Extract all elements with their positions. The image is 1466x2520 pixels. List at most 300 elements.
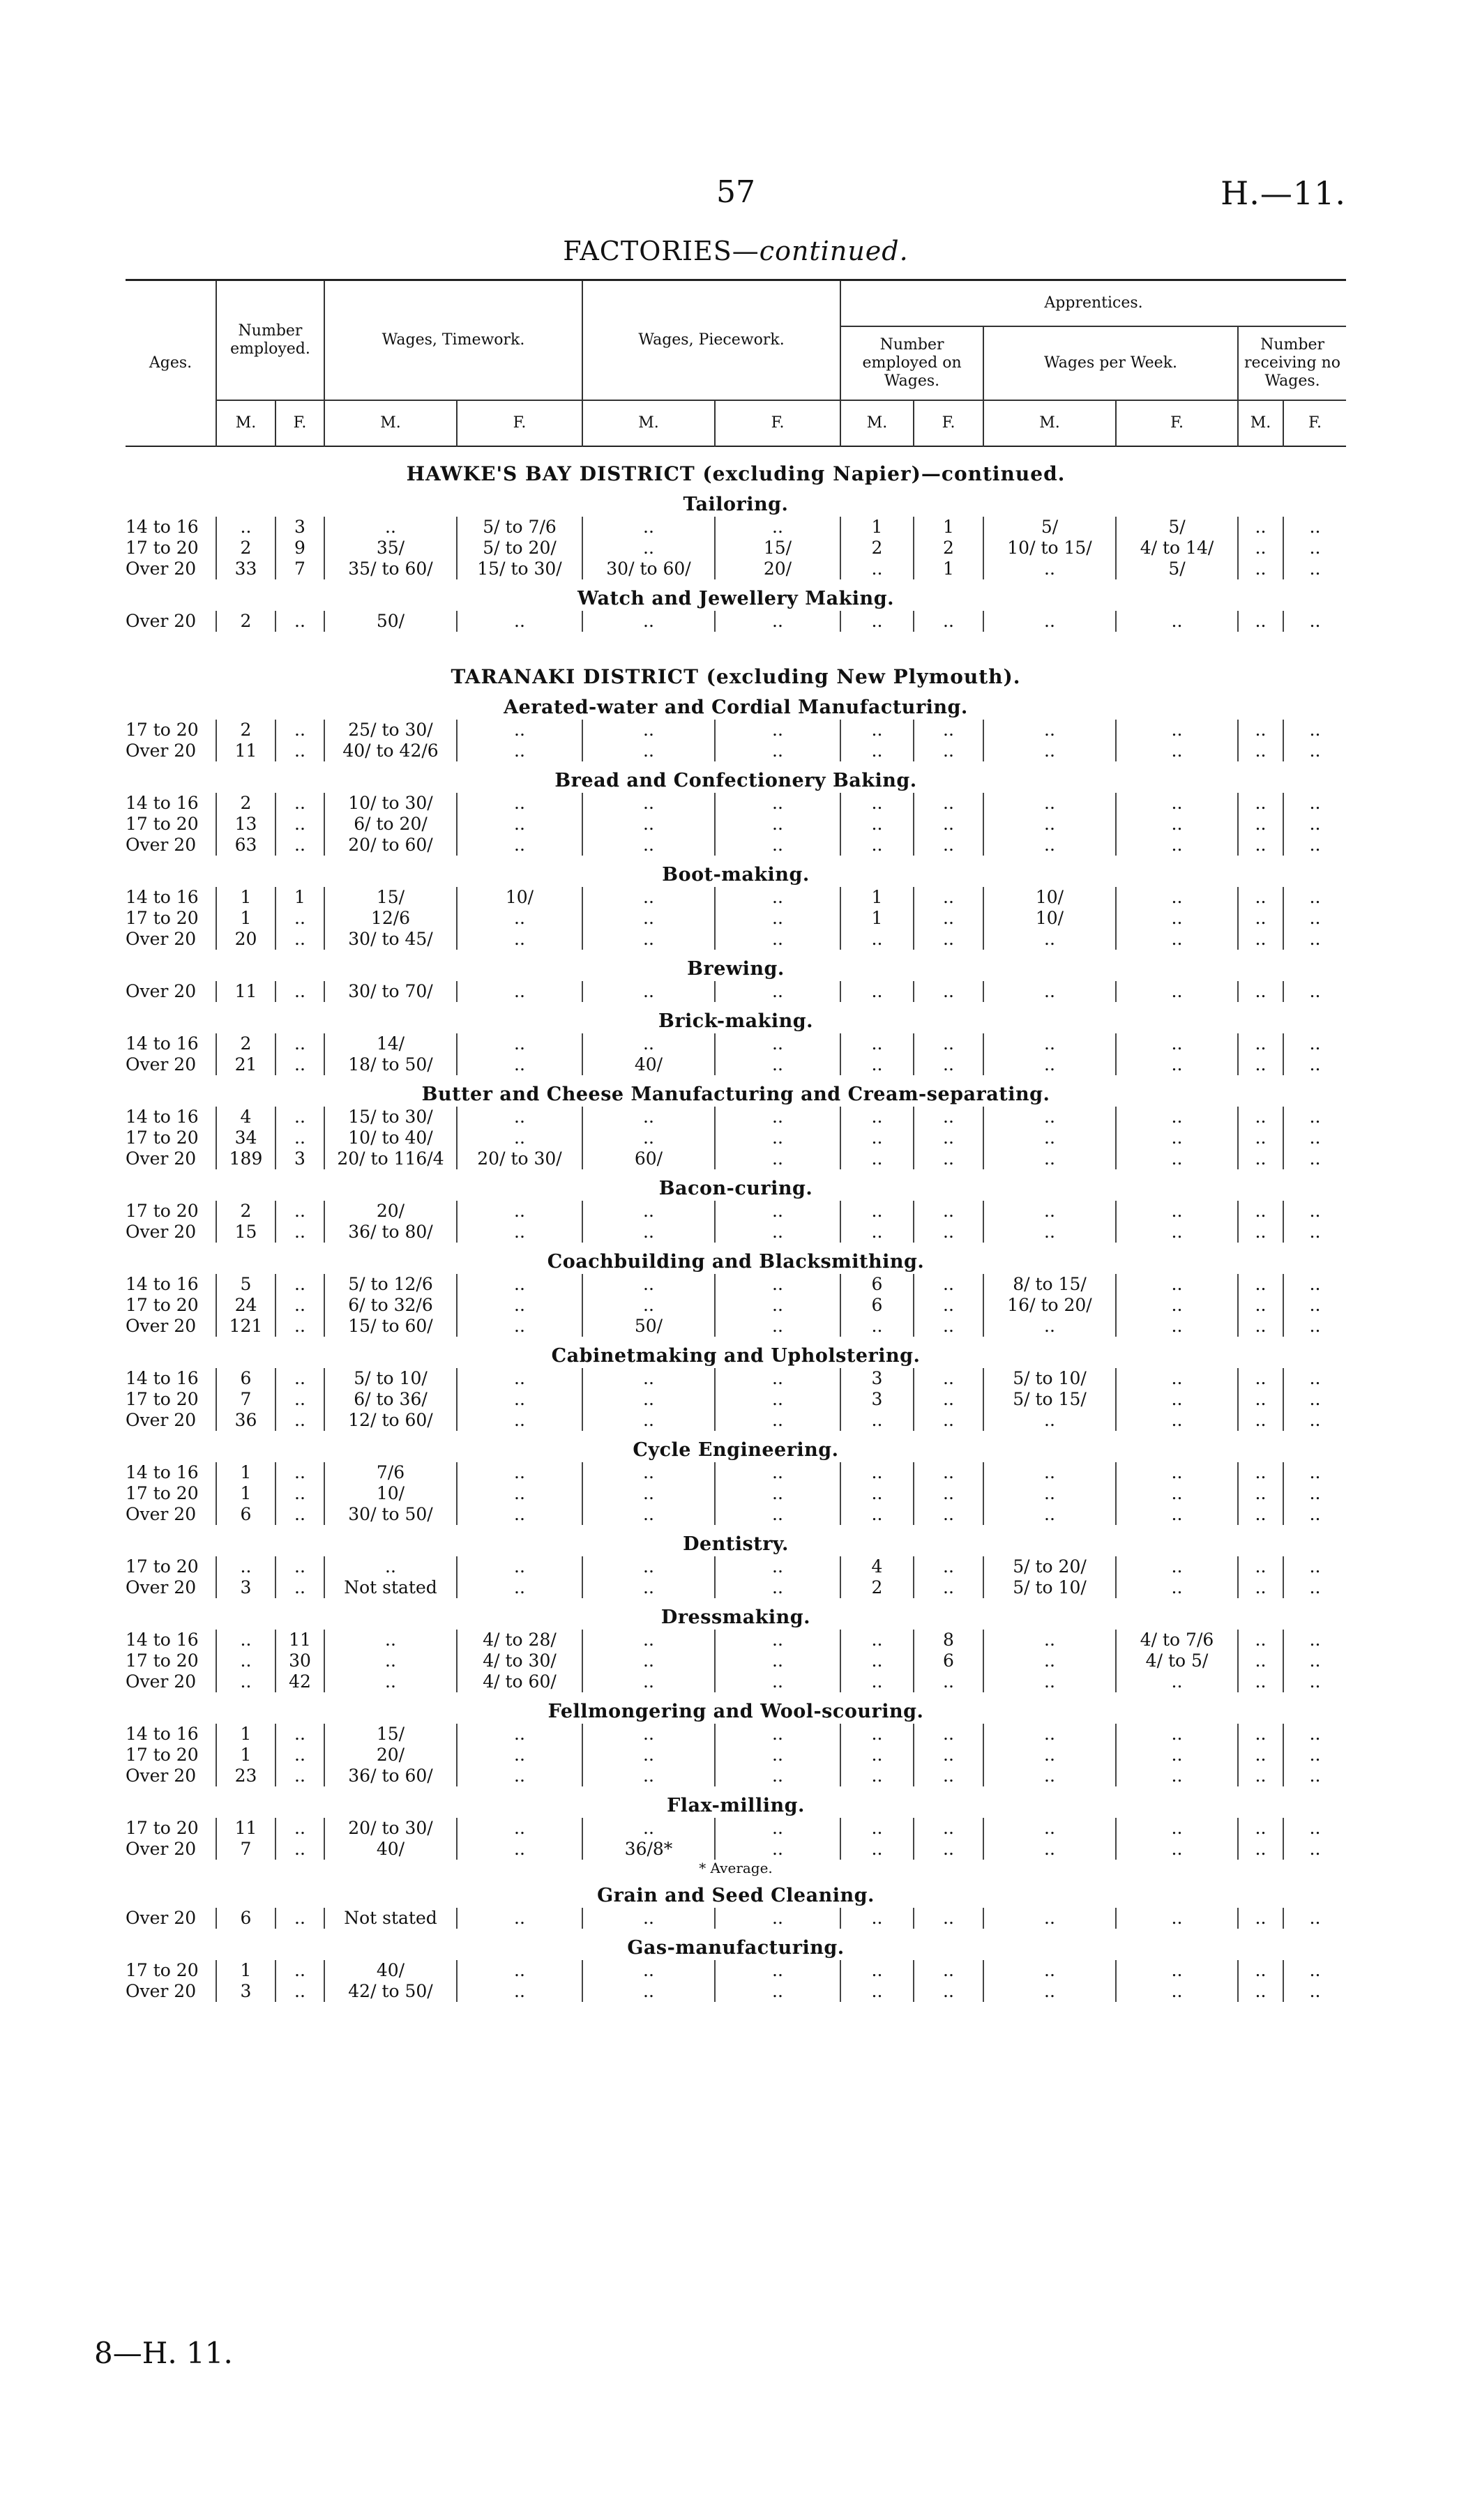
table-cell: .. — [457, 1107, 582, 1128]
table-cell: .. — [1238, 1389, 1283, 1410]
industry-section — [126, 588, 1346, 632]
table-cell: .. — [715, 887, 840, 908]
table-cell: .. — [1283, 720, 1346, 741]
age-cell: Over 20 — [126, 1222, 197, 1242]
table-cell: .. — [914, 887, 983, 908]
age-cell: 17 to 20 — [126, 1295, 199, 1315]
table-cell: .. — [983, 1650, 1116, 1671]
table-cell: .. — [983, 1033, 1116, 1054]
table-cell: .. — [582, 1671, 715, 1692]
table-cell: .. — [1283, 814, 1346, 835]
table-cell: 1 — [840, 887, 914, 908]
industry-title: Butter and Cheese Manufacturing and Cream-separating. — [421, 1084, 1050, 1105]
table-cell: .. — [1116, 1128, 1238, 1148]
table-cell: .. — [840, 741, 914, 761]
table-cell: .. — [840, 1981, 914, 2002]
table-cell: 4/ to 7/6 — [1116, 1630, 1238, 1650]
age-cell: 17 to 20 — [126, 814, 199, 834]
industry-title: Coachbuilding and Blacksmithing. — [547, 1251, 925, 1273]
table-cell: .. — [275, 1295, 324, 1316]
table-cell: 2 — [914, 538, 983, 559]
table-cell: .. — [582, 1504, 715, 1525]
table-cell: 4/ to 14/ — [1116, 538, 1238, 559]
table-cell: .. — [582, 1389, 715, 1410]
table-cell: .. — [715, 720, 840, 741]
page — [126, 174, 1346, 2007]
table-cell: .. — [1238, 1033, 1283, 1054]
table-cell: .. — [840, 1960, 914, 1981]
age-cell: Over 20 — [126, 559, 197, 579]
table-cell: 24 — [216, 1295, 275, 1316]
industry-table — [126, 1462, 1346, 1525]
table-cell: 3 — [840, 1389, 914, 1410]
table-cell: .. — [983, 1054, 1116, 1075]
table-cell: 16/ to 20/ — [983, 1295, 1116, 1316]
table-cell: .. — [275, 1577, 324, 1598]
age-cell: 14 to 16 — [126, 1107, 199, 1127]
header-number-employed: Number employed. — [216, 280, 324, 401]
table-cell: .. — [914, 720, 983, 741]
table-cell: .. — [983, 1462, 1116, 1483]
table-cell: 3 — [275, 517, 324, 538]
table-cell: 30/ to 60/ — [582, 559, 715, 579]
table-cell: .. — [1238, 1201, 1283, 1222]
table-cell: 8/ to 15/ — [983, 1274, 1116, 1295]
age-cell: 14 to 16 — [126, 1724, 199, 1744]
table-cell: .. — [1116, 1316, 1238, 1337]
table-cell: .. — [1238, 1724, 1283, 1745]
table-cell: .. — [1116, 1766, 1238, 1786]
table-cell: .. — [582, 1368, 715, 1389]
table-cell: .. — [1116, 1818, 1238, 1839]
table-cell: .. — [1283, 538, 1346, 559]
table-cell: .. — [275, 1960, 324, 1981]
table-cell: .. — [983, 1504, 1116, 1525]
table-cell: .. — [1283, 1766, 1346, 1786]
table-cell: .. — [457, 1504, 582, 1525]
table-cell: .. — [715, 908, 840, 929]
industry-table — [126, 1724, 1346, 1786]
table-cell: 11 — [216, 1818, 275, 1839]
table-cell: .. — [582, 1960, 715, 1981]
table-cell: .. — [457, 929, 582, 950]
table-cell: .. — [983, 1908, 1116, 1929]
table-cell: .. — [715, 1295, 840, 1316]
table-cell: .. — [914, 1556, 983, 1577]
table-row — [126, 1839, 1346, 1860]
table-cell: 1 — [216, 1960, 275, 1981]
table-cell: .. — [840, 1671, 914, 1692]
table-cell: .. — [1116, 1577, 1238, 1598]
table-row — [126, 1630, 1346, 1650]
table-cell: .. — [1283, 1128, 1346, 1148]
table-cell: .. — [840, 1462, 914, 1483]
table-cell: .. — [983, 1745, 1116, 1766]
age-cell: 14 to 16 — [126, 887, 199, 907]
table-cell: .. — [1116, 814, 1238, 835]
table-cell: 1 — [914, 559, 983, 579]
table-cell: .. — [983, 741, 1116, 761]
industry-table — [126, 887, 1346, 950]
table-cell: .. — [1238, 814, 1283, 835]
table-cell: .. — [840, 1128, 914, 1148]
table-cell: .. — [1238, 1462, 1283, 1483]
table-cell: .. — [1283, 1960, 1346, 1981]
table-cell: .. — [1238, 1577, 1283, 1598]
table-cell: 20/ to 30/ — [324, 1818, 457, 1839]
table-cell: .. — [582, 611, 715, 632]
table-cell: .. — [275, 720, 324, 741]
table-cell: .. — [914, 1462, 983, 1483]
header-app-wages-per-week: Wages per Week. — [983, 326, 1238, 400]
table-body — [126, 462, 1346, 2002]
age-cell: 17 to 20 — [126, 1650, 199, 1671]
table-cell: 1 — [914, 517, 983, 538]
age-cell: 14 to 16 — [126, 1630, 199, 1650]
table-cell: 42 — [275, 1671, 324, 1692]
table-cell: .. — [275, 1504, 324, 1525]
table-cell: 189 — [216, 1148, 275, 1169]
table-cell: .. — [216, 1630, 275, 1650]
table-cell: .. — [457, 1201, 582, 1222]
table-cell: 4/ to 28/ — [457, 1630, 582, 1650]
table-cell: .. — [715, 1671, 840, 1692]
table-cell: .. — [457, 1410, 582, 1431]
industry-title: Watch and Jewellery Making. — [577, 588, 894, 609]
table-cell: .. — [275, 1410, 324, 1431]
age-cell: Over 20 — [126, 1577, 197, 1597]
table-cell: 20/ — [324, 1745, 457, 1766]
table-cell: .. — [582, 1981, 715, 2002]
table-cell: .. — [582, 1724, 715, 1745]
table-cell: .. — [457, 1818, 582, 1839]
table-cell: .. — [840, 1483, 914, 1504]
table-cell: .. — [715, 929, 840, 950]
table-cell: 10/ to 15/ — [983, 538, 1116, 559]
table-cell: .. — [1116, 1960, 1238, 1981]
table-cell: .. — [914, 814, 983, 835]
table-cell: .. — [983, 1483, 1116, 1504]
table-cell: .. — [582, 720, 715, 741]
age-cell: 14 to 16 — [126, 1368, 199, 1388]
table-cell: .. — [1238, 908, 1283, 929]
table-cell: 5/ to 10/ — [983, 1368, 1116, 1389]
table-cell: .. — [1283, 1316, 1346, 1337]
table-cell: 40/ to 42/6 — [324, 741, 457, 761]
table-cell: 21 — [216, 1054, 275, 1075]
header-ages: Ages. — [149, 354, 192, 372]
table-cell: .. — [582, 1650, 715, 1671]
table-cell: 1 — [216, 1483, 275, 1504]
table-row — [126, 1960, 1346, 1981]
table-cell: .. — [1116, 1222, 1238, 1243]
industry-table — [126, 793, 1346, 856]
table-cell: .. — [715, 981, 840, 1002]
table-row — [126, 1745, 1346, 1766]
table-cell: .. — [1116, 1148, 1238, 1169]
table-cell: .. — [1283, 1368, 1346, 1389]
table-cell: .. — [457, 611, 582, 632]
table-row — [126, 517, 1346, 538]
table-cell: 20 — [216, 929, 275, 950]
table-cell: .. — [1238, 1671, 1283, 1692]
table-cell: .. — [914, 835, 983, 856]
table-cell: .. — [1116, 720, 1238, 741]
table-cell: .. — [715, 1818, 840, 1839]
table-cell: .. — [457, 1462, 582, 1483]
table-cell: 40/ — [324, 1960, 457, 1981]
table-cell: .. — [1283, 1504, 1346, 1525]
table-cell: 3 — [275, 1148, 324, 1169]
table-cell: .. — [1283, 1981, 1346, 2002]
table-cell: .. — [1238, 1368, 1283, 1389]
table-cell: .. — [1283, 1462, 1346, 1483]
table-cell: .. — [457, 1368, 582, 1389]
table-cell: 10/ to 30/ — [324, 793, 457, 814]
table-cell: .. — [216, 517, 275, 538]
table-cell: .. — [1283, 1201, 1346, 1222]
table-cell: 7 — [216, 1389, 275, 1410]
table-cell: .. — [457, 720, 582, 741]
table-cell: 1 — [216, 908, 275, 929]
table-cell: .. — [983, 1316, 1116, 1337]
table-cell: .. — [1283, 835, 1346, 856]
table-cell: .. — [1283, 1033, 1346, 1054]
table-cell: .. — [275, 1766, 324, 1786]
table-cell: .. — [1238, 1054, 1283, 1075]
table-cell: .. — [324, 1671, 457, 1692]
age-cell: Over 20 — [126, 1148, 197, 1169]
table-cell: 1 — [840, 517, 914, 538]
industry-section — [126, 1795, 1346, 1876]
age-cell: 17 to 20 — [126, 1960, 199, 1980]
industry-section — [126, 1701, 1346, 1786]
table-cell: .. — [457, 835, 582, 856]
table-cell: .. — [457, 1577, 582, 1598]
table-row — [126, 1389, 1346, 1410]
table-cell: .. — [275, 1389, 324, 1410]
table-cell: .. — [1238, 1504, 1283, 1525]
table-cell: .. — [1283, 1295, 1346, 1316]
table-cell: .. — [914, 1201, 983, 1222]
table-cell: .. — [715, 1483, 840, 1504]
table-cell: 4/ to 5/ — [1116, 1650, 1238, 1671]
age-cell: Over 20 — [126, 1054, 197, 1075]
table-cell: .. — [1283, 1274, 1346, 1295]
table-cell: .. — [1116, 1295, 1238, 1316]
table-cell: .. — [715, 1054, 840, 1075]
table-cell: 42/ to 50/ — [324, 1981, 457, 2002]
age-cell: Over 20 — [126, 1981, 197, 2001]
industry-section — [126, 1937, 1346, 2002]
table-cell: .. — [914, 1410, 983, 1431]
table-cell: .. — [1116, 1504, 1238, 1525]
table-cell: 14/ — [324, 1033, 457, 1054]
table-cell: 20/ to 116/4 — [324, 1148, 457, 1169]
table-cell: 4/ to 30/ — [457, 1650, 582, 1671]
table-row — [126, 1483, 1346, 1504]
table-cell: .. — [983, 1818, 1116, 1839]
industry-table — [126, 1960, 1346, 2002]
table-cell: 1 — [216, 1745, 275, 1766]
table-row — [126, 835, 1346, 856]
table-cell: 2 — [216, 720, 275, 741]
table-cell: .. — [1238, 1222, 1283, 1243]
table-cell: .. — [1283, 1630, 1346, 1650]
table-cell: .. — [840, 1650, 914, 1671]
table-cell: .. — [1116, 1483, 1238, 1504]
table-cell: 11 — [275, 1630, 324, 1650]
table-row — [126, 1148, 1346, 1169]
age-cell: 14 to 16 — [126, 1462, 199, 1482]
table-cell: .. — [983, 981, 1116, 1002]
industry-table — [126, 1818, 1346, 1860]
table-cell: .. — [715, 1222, 840, 1243]
table-cell: .. — [275, 1274, 324, 1295]
table-cell: .. — [840, 835, 914, 856]
table-cell: .. — [1238, 1483, 1283, 1504]
table-cell: 6/ to 20/ — [324, 814, 457, 835]
table-cell: .. — [457, 814, 582, 835]
table-cell: 30 — [275, 1650, 324, 1671]
table-cell: .. — [582, 538, 715, 559]
table-cell: .. — [1116, 908, 1238, 929]
header-f: F. — [715, 400, 840, 446]
age-cell: Over 20 — [126, 1839, 197, 1859]
table-row — [126, 1368, 1346, 1389]
table-cell: .. — [216, 1650, 275, 1671]
table-cell: .. — [1283, 1671, 1346, 1692]
industry-table — [126, 1107, 1346, 1169]
table-cell: 4 — [216, 1107, 275, 1128]
table-cell: .. — [914, 1107, 983, 1128]
table-cell: 5 — [216, 1274, 275, 1295]
table-cell: .. — [1238, 1148, 1283, 1169]
footnote: * Average. — [699, 1860, 773, 1876]
table-cell: 33 — [216, 559, 275, 579]
age-cell: 17 to 20 — [126, 720, 199, 740]
table-cell: .. — [983, 1960, 1116, 1981]
industry-title: Cabinetmaking and Upholstering. — [551, 1345, 921, 1367]
table-cell: .. — [275, 814, 324, 835]
table-cell: .. — [1116, 793, 1238, 814]
table-row — [126, 1201, 1346, 1222]
age-cell: Over 20 — [126, 741, 197, 761]
table-cell: .. — [715, 1766, 840, 1786]
industry-table — [126, 1908, 1346, 1929]
industry-title: Brick-making. — [658, 1010, 813, 1032]
table-cell: .. — [914, 1316, 983, 1337]
table-cell: .. — [1116, 1410, 1238, 1431]
industry-title: Bread and Confectionery Baking. — [554, 770, 917, 791]
table-cell: .. — [582, 908, 715, 929]
table-cell: 1 — [216, 887, 275, 908]
age-cell: 14 to 16 — [126, 793, 199, 813]
table-cell: .. — [457, 1908, 582, 1929]
table-cell: .. — [983, 559, 1116, 579]
table-row — [126, 1274, 1346, 1295]
caption-italic: continued. — [759, 236, 909, 266]
table-row — [126, 1222, 1346, 1243]
table-row — [126, 908, 1346, 929]
table-cell: .. — [1238, 835, 1283, 856]
table-cell: 2 — [216, 611, 275, 632]
table-cell: .. — [840, 1148, 914, 1169]
table-cell: .. — [840, 1201, 914, 1222]
header-f: F. — [1116, 400, 1238, 446]
table-cell: .. — [840, 814, 914, 835]
table-cell: .. — [914, 1368, 983, 1389]
table-cell: .. — [914, 1908, 983, 1929]
table-cell: .. — [1283, 1410, 1346, 1431]
header-apprentices: Apprentices. — [840, 280, 1346, 327]
table-cell: .. — [914, 1671, 983, 1692]
table-cell: .. — [275, 1222, 324, 1243]
table-cell: .. — [582, 981, 715, 1002]
table-cell: .. — [914, 1054, 983, 1075]
table-cell: .. — [840, 1316, 914, 1337]
table-cell: .. — [715, 1033, 840, 1054]
table-cell: .. — [1238, 538, 1283, 559]
table-cell: .. — [457, 1222, 582, 1243]
table-cell: 5/ to 15/ — [983, 1389, 1116, 1410]
header-f: F. — [1283, 400, 1346, 446]
table-cell: 5/ — [983, 517, 1116, 538]
table-cell: .. — [914, 1128, 983, 1148]
district-title: TARANAKI DISTRICT (excluding New Plymouth). — [451, 665, 1021, 688]
table-cell: 35/ — [324, 538, 457, 559]
table-cell: .. — [1116, 929, 1238, 950]
table-cell: .. — [1116, 1107, 1238, 1128]
header-m: M. — [582, 400, 715, 446]
table-cell: .. — [275, 1201, 324, 1222]
table-cell: .. — [914, 1483, 983, 1504]
table-cell: .. — [1238, 741, 1283, 761]
age-cell: 14 to 16 — [126, 1274, 199, 1294]
age-cell: Over 20 — [126, 1504, 197, 1524]
table-row — [126, 1556, 1346, 1577]
table-cell: 15/ to 60/ — [324, 1316, 457, 1337]
header-f: F. — [457, 400, 582, 446]
table-cell: .. — [582, 1908, 715, 1929]
table-cell: .. — [1283, 741, 1346, 761]
table-cell: .. — [457, 1274, 582, 1295]
industry-section — [126, 697, 1346, 761]
table-cell: 4/ to 60/ — [457, 1671, 582, 1692]
table-cell: .. — [840, 1410, 914, 1431]
table-cell: .. — [914, 1766, 983, 1786]
industry-title: Brewing. — [687, 958, 785, 980]
table-cell: .. — [983, 929, 1116, 950]
table-row — [126, 981, 1346, 1002]
table-cell: 5/ to 12/6 — [324, 1274, 457, 1295]
table-cell: .. — [582, 1222, 715, 1243]
table-cell: .. — [840, 1504, 914, 1525]
table-cell: .. — [914, 1577, 983, 1598]
table-cell: .. — [1116, 1908, 1238, 1929]
table-cell: 5/ to 20/ — [457, 538, 582, 559]
table-cell: .. — [914, 1504, 983, 1525]
table-cell: .. — [983, 1128, 1116, 1148]
table-cell: 6/ to 32/6 — [324, 1295, 457, 1316]
table-cell: 15/ to 30/ — [324, 1107, 457, 1128]
table-row — [126, 720, 1346, 741]
table-cell: .. — [914, 1222, 983, 1243]
table-row — [126, 741, 1346, 761]
table-cell: 7/6 — [324, 1462, 457, 1483]
table-cell: .. — [1116, 741, 1238, 761]
age-cell: Over 20 — [126, 981, 197, 1001]
